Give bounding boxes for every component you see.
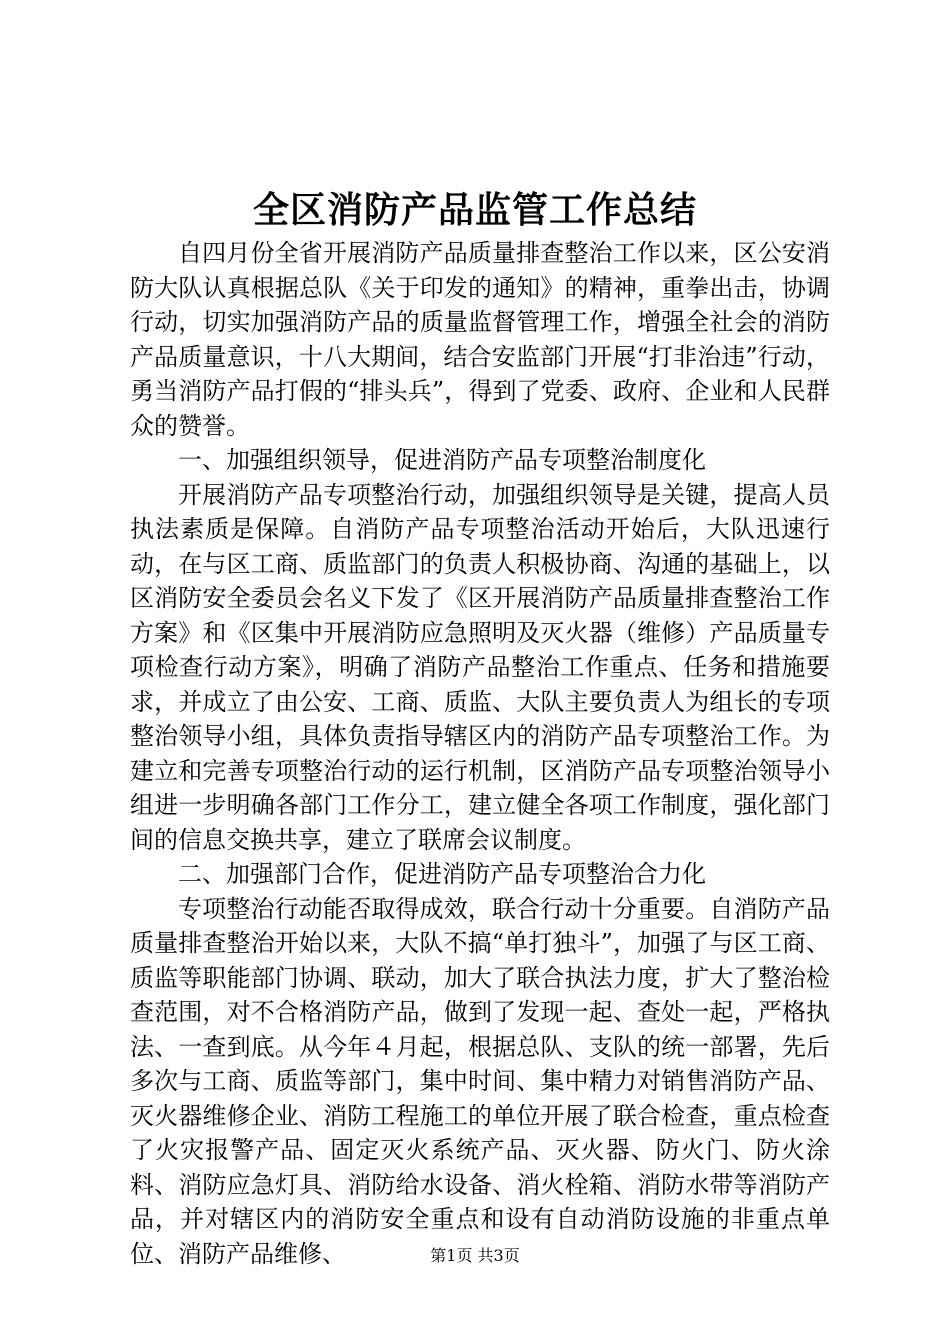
page-footer: 第1页 共3页 bbox=[430, 1246, 520, 1265]
paragraph-section-1: 开展消防产品专项整治行动，加强组织领导是关键，提高人员执法素质是保障。自消防产品专项整治活动开始后，大队迅速行动，在与区工商、质监部门的负责人积极协商、沟通的基础上，以区消防安全委员会名义下发了《区开展消防产品质量排查整治工作方案》和《区集中开展消防应急照明及灭火器（维修）产品质量专项检查行动方案》，明确了消防产品整治工作重点、任务和措施要求，并成立了由公安、工商、质监、大队主要负责人为组长的专项整治领导小组，具体负责指导辖区内的消防产品专项整治工作。为建立和完善专项整治行动的运行机制，区消防产品专项整治领导小组进一步明确各部门工作分工，建立健全各项工作制度，强化部门间的信息交换共享，建立了联席会议制度。 bbox=[130, 480, 830, 854]
paragraph-section-2: 专项整治行动能否取得成效，联合行动十分重要。自消防产品质量排查整治开始以来，大队不搞“单打独斗”，加强了与区工商、质监等职能部门协调、联动，加大了联合执法力度，扩大了整治检查范围，对不合格消防产品，做到了发现一起、查处一起，严格执法、一查到底。从今年４月起，根据总队、支队的统一部署，先后多次与工商、质监等部门，集中时间、集中精力对销售消防产品、灭火器维修企业、消防工程施工的单位开展了联合检查，重点检查了火灾报警产品、固定灭火系统产品、灭火器、防火门、防火涂料、消防应急灯具、消防给水设备、消火栓箱、消防水带等消防产品，并对辖区内的消防安全重点和设有自动消防设施的非重点单位、消防产品维修、 bbox=[130, 894, 830, 1268]
section-heading-2: 二、加强部门合作，促进消防产品专项整治合力化 bbox=[178, 860, 706, 888]
paragraph-intro: 自四月份全省开展消防产品质量排查整治工作以来，区公安消防大队认真根据总队《关于印发的通知》的精神，重拳出击，协调行动，切实加强消防产品的质量监督管理工作，增强全社会的消防产品质量意识，十八大期间，结合安监部门开展“打非治违”行动，勇当消防产品打假的“排头兵”，得到了党委、政府、企业和人民群众的赞誉。 bbox=[130, 239, 830, 440]
document-title: 全区消防产品监管工作总结 bbox=[252, 189, 697, 231]
section-heading-1: 一、加强组织领导，促进消防产品专项整治制度化 bbox=[178, 446, 706, 474]
document-body bbox=[130, 236, 830, 1271]
